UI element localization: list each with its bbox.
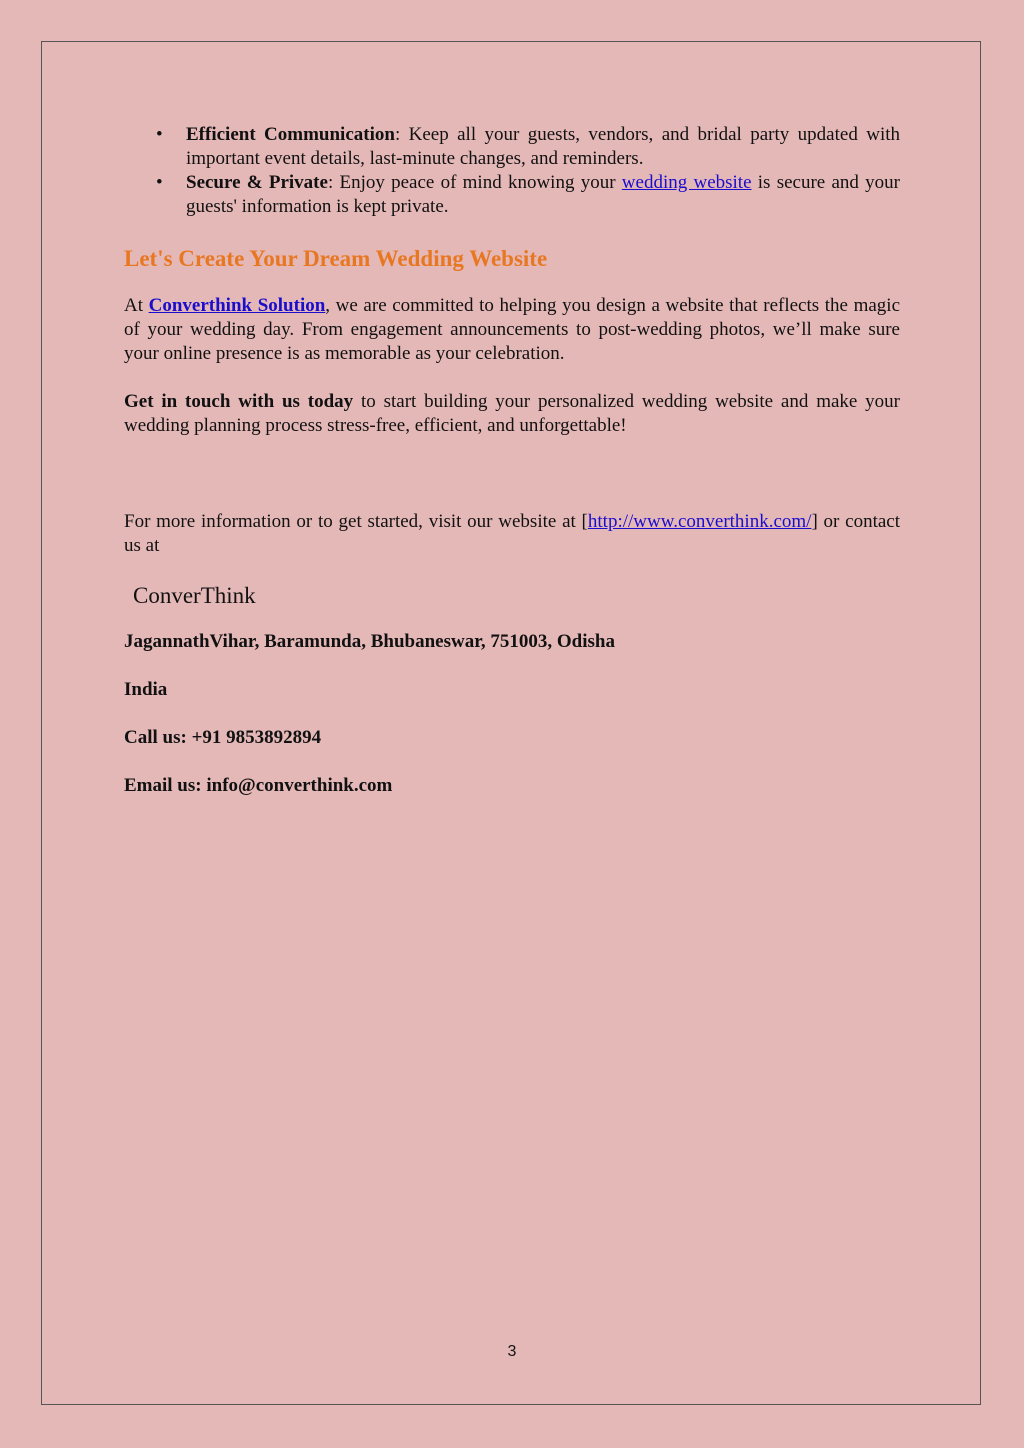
list-item: • Efficient Communication: Keep all your guests, vendors, and bridal party updated with important event details, last-minute changes, and reminders. bbox=[156, 124, 900, 169]
section-heading: Let's Create Your Dream Wedding Website bbox=[124, 246, 548, 271]
company-name: ConverThink bbox=[133, 583, 256, 608]
phone-line: Call us: +91 9853892894 bbox=[124, 727, 322, 748]
email-line: Email us: info@converthink.com bbox=[124, 775, 393, 796]
wedding-website-link[interactable]: wedding website bbox=[621, 172, 752, 193]
page-number: 3 bbox=[507, 1343, 517, 1360]
cta-paragraph: Get in touch with us today to start building your personalized wedding website and make your wedding planning process stress-free, efficient, and unforgettable! bbox=[124, 391, 900, 436]
converthink-solution-link[interactable]: Converthink Solution bbox=[148, 295, 326, 316]
country-line: India bbox=[124, 679, 168, 700]
list-item: • Secure & Private: Enjoy peace of mind knowing your wedding website is secure and your guests' information is kept private. bbox=[156, 172, 900, 217]
feature-list bbox=[124, 123, 900, 219]
document-body bbox=[124, 123, 900, 798]
bullet-text: Keep all your guests, vendors, and bridal party updated with important event details, last-minute changes, and reminders. bbox=[186, 124, 900, 169]
website-url-link[interactable]: http://www.converthink.com/ bbox=[587, 511, 812, 532]
bullet-term: Secure & Private bbox=[186, 172, 328, 193]
more-info-paragraph: For more information or to get started, visit our website at [http://www.converthink.com/] or contact us at bbox=[124, 511, 901, 556]
address-line: JagannathVihar, Baramunda, Bhubaneswar, 751003, Odisha bbox=[124, 631, 615, 652]
intro-paragraph: At Converthink Solution, we are committed to helping you design a website that reflects the magic of your wedding day. From engagement announcements to post-wedding photos, we’ll make sure your online presence is as memorable as your celebration. bbox=[124, 295, 901, 364]
bullet-icon: • bbox=[156, 172, 163, 193]
bullet-term: Efficient Communication bbox=[186, 124, 395, 145]
bullet-icon: • bbox=[156, 124, 163, 145]
